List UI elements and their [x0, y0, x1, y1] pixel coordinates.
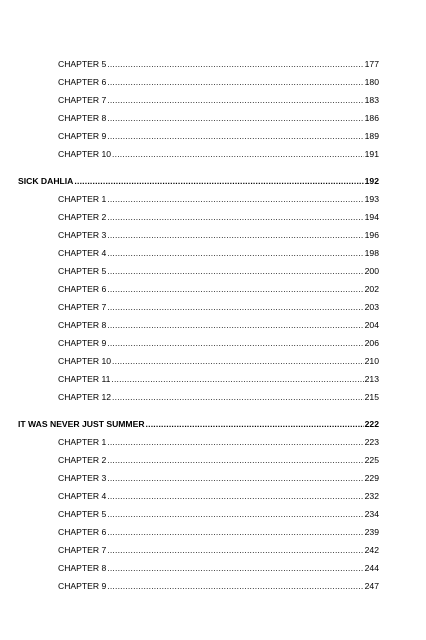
- toc-entry-label: CHAPTER 9: [58, 581, 107, 591]
- toc-entry-label: CHAPTER 5: [58, 266, 107, 276]
- toc-section-title: IT WAS NEVER JUST SUMMER: [18, 419, 145, 429]
- toc-entry-page-number: 198: [364, 248, 379, 258]
- toc-entry-chapter[interactable]: [58, 562, 379, 574]
- toc-entry-page-number: 192: [364, 176, 379, 186]
- dot-leader: [112, 391, 364, 403]
- toc-entry-page-number: 177: [364, 59, 379, 69]
- toc-entry-chapter[interactable]: [58, 301, 379, 313]
- toc-section-title: SICK DAHLIA: [18, 176, 74, 186]
- toc-entry-label: CHAPTER 3: [58, 230, 107, 240]
- toc-entry-page-number: 239: [364, 527, 379, 537]
- toc-entry-chapter[interactable]: [58, 490, 379, 502]
- toc-entry-chapter[interactable]: [58, 373, 379, 385]
- toc-entry-label: CHAPTER 8: [58, 563, 107, 573]
- toc-entry-label: CHAPTER 6: [58, 527, 107, 537]
- toc-entry-label: CHAPTER 7: [58, 302, 107, 312]
- toc-entry-label: CHAPTER 1: [58, 194, 107, 204]
- toc-entry-page-number: 223: [364, 437, 379, 447]
- toc-entry-chapter[interactable]: [58, 544, 379, 556]
- toc-entry-chapter[interactable]: [58, 148, 379, 160]
- toc-entry-chapter[interactable]: [58, 265, 379, 277]
- toc-entry-chapter[interactable]: [58, 247, 379, 259]
- dot-leader: [107, 472, 363, 484]
- toc-entry-chapter[interactable]: [58, 391, 379, 403]
- dot-leader: [107, 76, 363, 88]
- toc-entry-page-number: 186: [364, 113, 379, 123]
- toc-entry-chapter[interactable]: [58, 94, 379, 106]
- dot-leader: [107, 454, 363, 466]
- toc-entry-page-number: 247: [364, 581, 379, 591]
- toc-entry-chapter[interactable]: [58, 337, 379, 349]
- toc-entry-label: CHAPTER 2: [58, 212, 107, 222]
- toc-entry-page-number: 203: [364, 302, 379, 312]
- toc-entry-page-number: 180: [364, 77, 379, 87]
- dot-leader: [112, 355, 364, 367]
- toc-entry-chapter[interactable]: [58, 580, 379, 592]
- toc-entry-label: CHAPTER 6: [58, 284, 107, 294]
- toc-entry-section[interactable]: [18, 418, 379, 430]
- toc-entry-page-number: 234: [364, 509, 379, 519]
- dot-leader: [107, 490, 363, 502]
- toc-entry-label: CHAPTER 7: [58, 545, 107, 555]
- dot-leader: [107, 508, 363, 520]
- dot-leader: [146, 418, 364, 430]
- toc-entry-label: CHAPTER 12: [58, 392, 112, 402]
- dot-leader: [107, 193, 363, 205]
- dot-leader: [107, 130, 363, 142]
- toc-entry-chapter[interactable]: [58, 283, 379, 295]
- toc-entry-label: CHAPTER 2: [58, 455, 107, 465]
- toc-entry-chapter[interactable]: [58, 229, 379, 241]
- dot-leader: [107, 247, 363, 259]
- toc-entry-page-number: 183: [364, 95, 379, 105]
- toc-entry-page-number: 215: [364, 392, 379, 402]
- toc-entry-label: CHAPTER 7: [58, 95, 107, 105]
- toc-entry-page-number: 229: [364, 473, 379, 483]
- toc-entry-chapter[interactable]: [58, 211, 379, 223]
- toc-entry-label: CHAPTER 9: [58, 131, 107, 141]
- toc-entry-chapter[interactable]: [58, 112, 379, 124]
- toc-entry-section[interactable]: [18, 175, 379, 187]
- dot-leader: [107, 265, 363, 277]
- toc-entry-chapter[interactable]: [58, 58, 379, 70]
- toc-entry-page-number: 206: [364, 338, 379, 348]
- dot-leader: [107, 301, 363, 313]
- toc-entry-page-number: 232: [364, 491, 379, 501]
- toc-entry-chapter[interactable]: [58, 76, 379, 88]
- dot-leader: [107, 58, 363, 70]
- dot-leader: [111, 373, 363, 385]
- toc-entry-page-number: 189: [364, 131, 379, 141]
- dot-leader: [107, 580, 363, 592]
- dot-leader: [107, 211, 363, 223]
- toc-entry-label: CHAPTER 10: [58, 149, 112, 159]
- toc-entry-chapter[interactable]: [58, 193, 379, 205]
- toc-entry-label: CHAPTER 11: [58, 374, 111, 384]
- toc-entry-label: CHAPTER 5: [58, 59, 107, 69]
- toc-entry-page-number: 242: [364, 545, 379, 555]
- dot-leader: [107, 526, 363, 538]
- toc-entry-page-number: 196: [364, 230, 379, 240]
- toc-entry-page-number: 244: [364, 563, 379, 573]
- dot-leader: [107, 229, 363, 241]
- dot-leader: [107, 562, 363, 574]
- dot-leader: [74, 175, 363, 187]
- dot-leader: [107, 283, 363, 295]
- toc-entry-label: CHAPTER 8: [58, 113, 107, 123]
- toc-entry-label: CHAPTER 3: [58, 473, 107, 483]
- toc-entry-chapter[interactable]: [58, 319, 379, 331]
- toc-entry-page-number: 194: [364, 212, 379, 222]
- dot-leader: [107, 544, 363, 556]
- toc-entry-label: CHAPTER 10: [58, 356, 112, 366]
- toc-entry-chapter[interactable]: [58, 526, 379, 538]
- dot-leader: [107, 112, 363, 124]
- toc-entry-label: CHAPTER 6: [58, 77, 107, 87]
- toc-entry-chapter[interactable]: [58, 130, 379, 142]
- toc-entry-page-number: 204: [364, 320, 379, 330]
- toc-entry-label: CHAPTER 4: [58, 248, 107, 258]
- toc-entry-chapter[interactable]: [58, 508, 379, 520]
- toc-entry-chapter[interactable]: [58, 454, 379, 466]
- dot-leader: [107, 319, 363, 331]
- toc-entry-label: CHAPTER 1: [58, 437, 107, 447]
- dot-leader: [107, 337, 363, 349]
- dot-leader: [107, 94, 363, 106]
- toc-entry-page-number: 202: [364, 284, 379, 294]
- toc-entry-page-number: 222: [364, 419, 379, 429]
- toc-entry-label: CHAPTER 4: [58, 491, 107, 501]
- dot-leader: [107, 436, 363, 448]
- toc-entry-page-number: 200: [364, 266, 379, 276]
- toc-entry-page-number: 191: [364, 149, 379, 159]
- toc-entry-page-number: 193: [364, 194, 379, 204]
- toc-entry-page-number: 210: [364, 356, 379, 366]
- toc-entry-chapter[interactable]: [58, 472, 379, 484]
- toc-entry-chapter[interactable]: [58, 355, 379, 367]
- toc-entry-label: CHAPTER 8: [58, 320, 107, 330]
- toc-entry-label: CHAPTER 9: [58, 338, 107, 348]
- toc-entry-page-number: 225: [364, 455, 379, 465]
- toc-entry-page-number: 213: [364, 374, 379, 384]
- dot-leader: [112, 148, 364, 160]
- toc-entry-label: CHAPTER 5: [58, 509, 107, 519]
- toc-entry-chapter[interactable]: [58, 436, 379, 448]
